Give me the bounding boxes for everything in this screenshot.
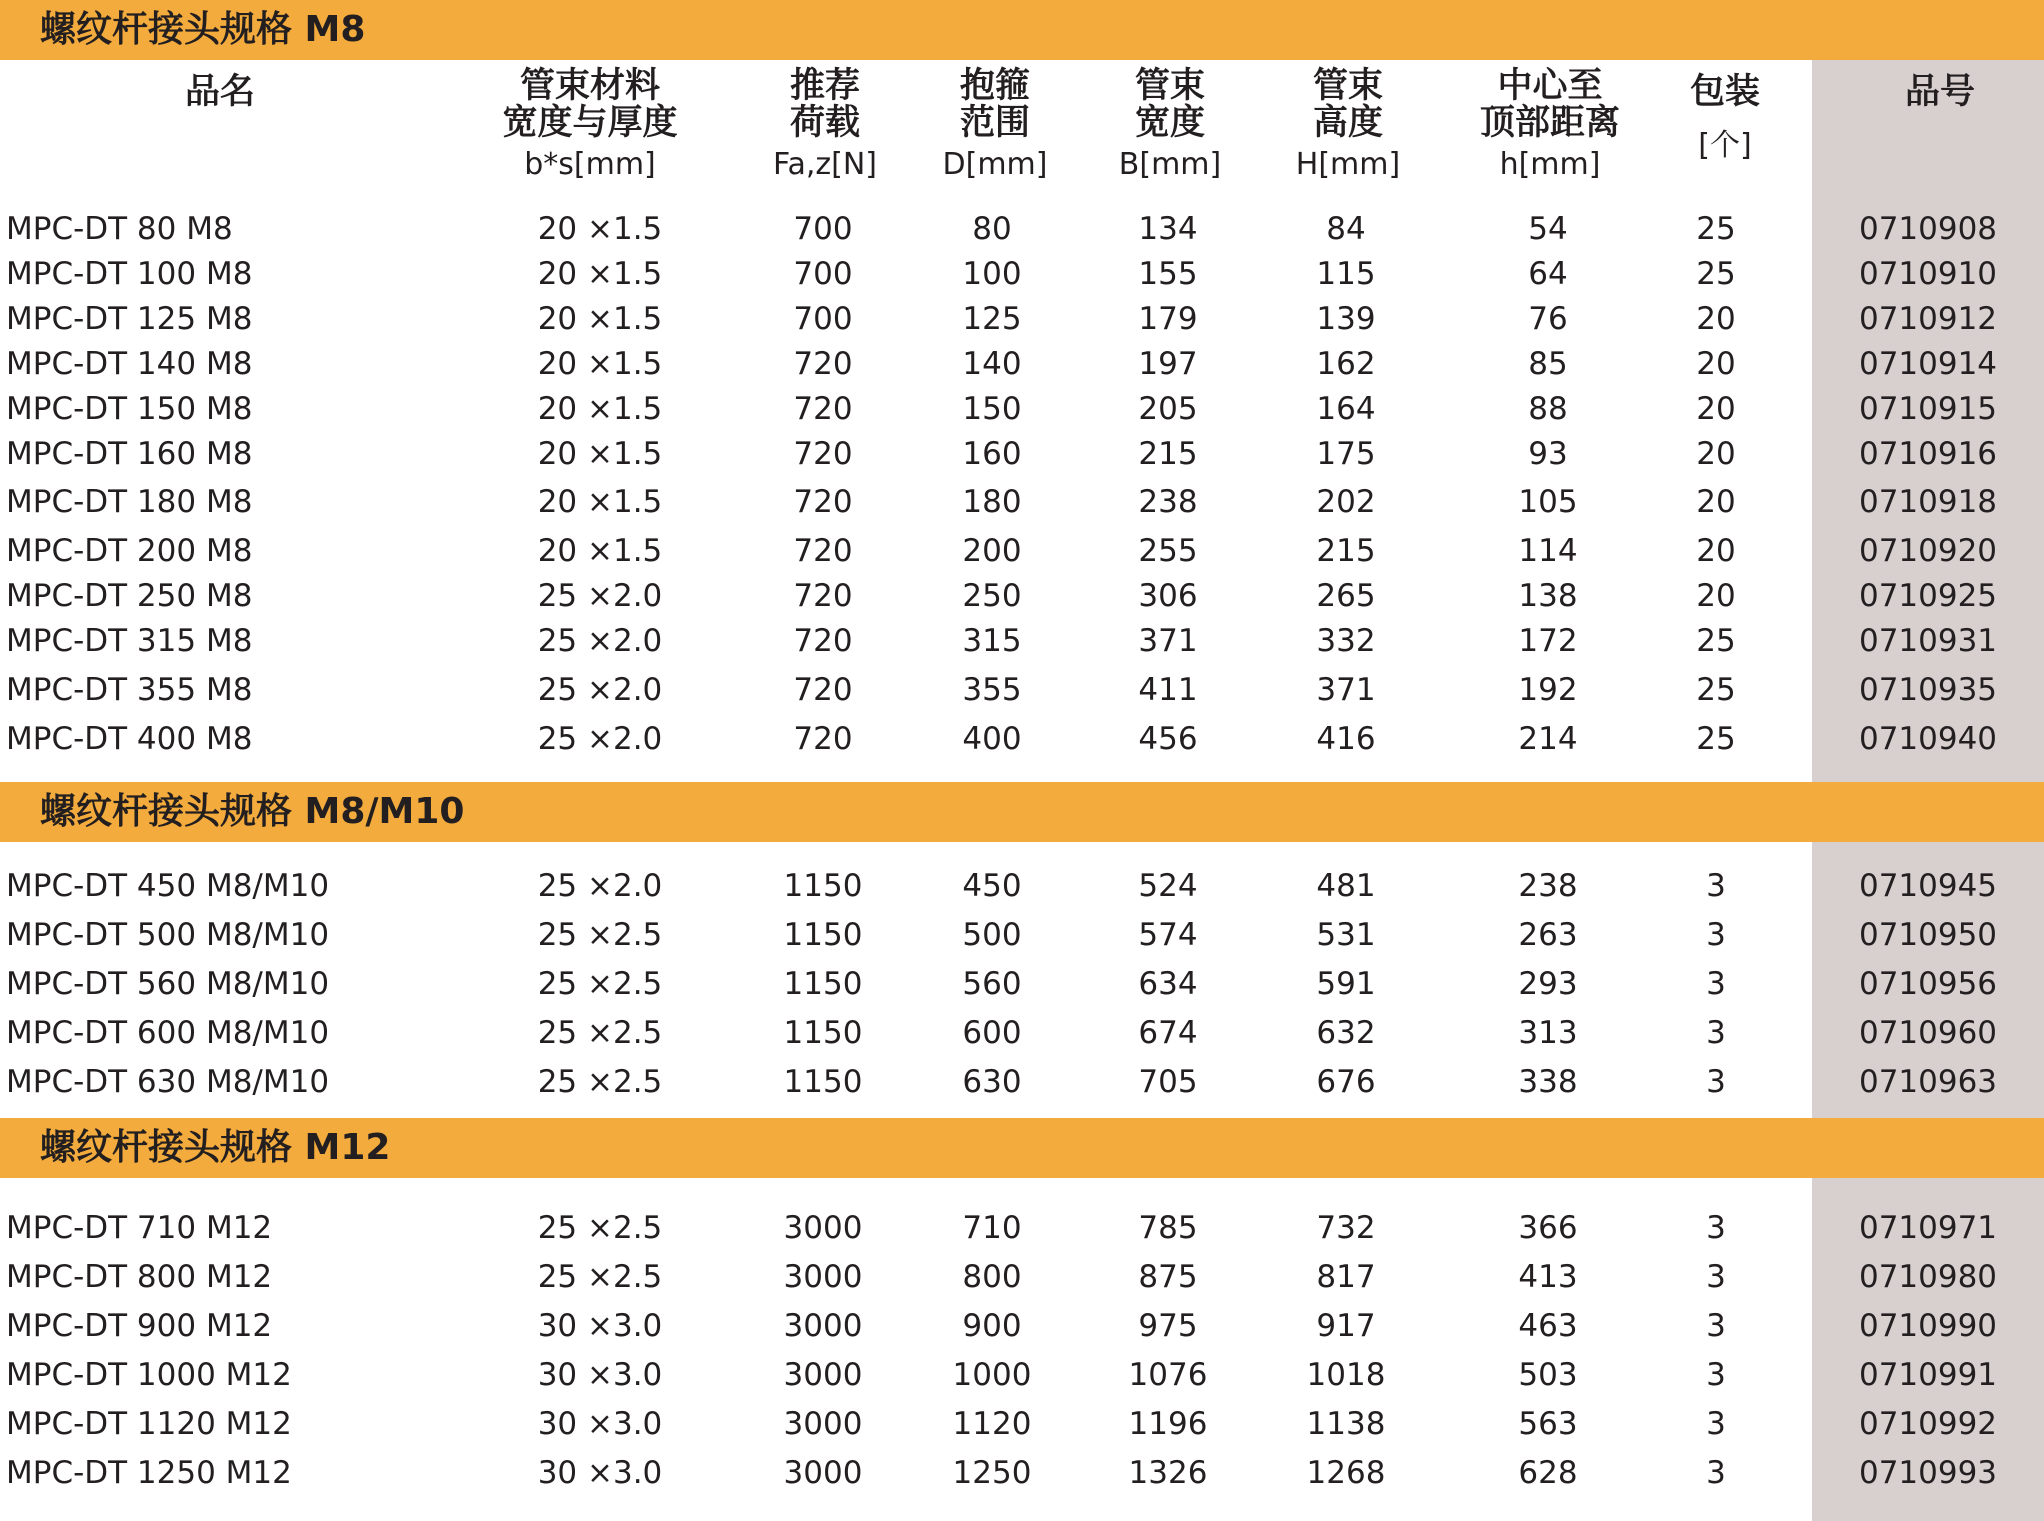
center-distance-cell: 76 xyxy=(1528,301,1568,337)
center-distance-cell: 54 xyxy=(1528,211,1568,247)
packaging-cell: 20 xyxy=(1696,484,1736,520)
load-cell: 1150 xyxy=(783,1015,863,1051)
center-distance-cell: 313 xyxy=(1518,1015,1578,1051)
product-code-cell: 0710918 xyxy=(1858,484,1998,520)
packaging-cell: 3 xyxy=(1706,1357,1726,1393)
center-distance-cell: 338 xyxy=(1518,1064,1578,1100)
height-cell: 481 xyxy=(1316,868,1376,904)
table-row xyxy=(0,1256,2044,1298)
load-cell: 1150 xyxy=(783,917,863,953)
header-label: 宽度与厚度 xyxy=(502,103,678,143)
width-cell: 197 xyxy=(1138,346,1198,382)
material-cell: 25 ×2.5 xyxy=(537,1259,663,1295)
load-cell: 720 xyxy=(793,436,853,472)
material-cell: 30 ×3.0 xyxy=(537,1455,663,1491)
header-unit: H[mm] xyxy=(1295,147,1401,182)
width-cell: 411 xyxy=(1138,672,1198,708)
table-row xyxy=(0,620,2044,662)
table-row xyxy=(0,1012,2044,1054)
header-label: 管束 xyxy=(1134,66,1205,106)
product-code-cell: 0710992 xyxy=(1858,1406,1998,1442)
product-code-cell: 0710910 xyxy=(1858,256,1998,292)
table-row xyxy=(0,669,2044,711)
header-label: 荷载 xyxy=(789,103,860,143)
height-cell: 332 xyxy=(1316,623,1376,659)
range-cell: 1250 xyxy=(952,1455,1032,1491)
center-distance-cell: 503 xyxy=(1518,1357,1578,1393)
center-distance-cell: 85 xyxy=(1528,346,1568,382)
width-cell: 306 xyxy=(1138,578,1198,614)
center-distance-cell: 192 xyxy=(1518,672,1578,708)
packaging-cell: 3 xyxy=(1706,1308,1726,1344)
product-code-cell: 0710908 xyxy=(1858,211,1998,247)
section-title: 螺纹杆接头规格 M8/M10 xyxy=(40,791,465,832)
range-cell: 180 xyxy=(962,484,1022,520)
product-name-cell: MPC-DT 200 M8 xyxy=(6,533,253,569)
range-cell: 450 xyxy=(962,868,1022,904)
center-distance-cell: 64 xyxy=(1528,256,1568,292)
header-center-distance xyxy=(1450,68,1650,184)
header-unit: h[mm] xyxy=(1499,147,1601,182)
load-cell: 720 xyxy=(793,672,853,708)
range-cell: 355 xyxy=(962,672,1022,708)
height-cell: 1268 xyxy=(1306,1455,1386,1491)
header-label: 顶部距离 xyxy=(1479,103,1620,143)
material-cell: 25 ×2.0 xyxy=(537,578,663,614)
load-cell: 1150 xyxy=(783,1064,863,1100)
load-cell: 1150 xyxy=(783,868,863,904)
width-cell: 255 xyxy=(1138,533,1198,569)
material-cell: 20 ×1.5 xyxy=(537,533,663,569)
material-cell: 25 ×2.5 xyxy=(537,1210,663,1246)
material-cell: 25 ×2.0 xyxy=(537,623,663,659)
center-distance-cell: 105 xyxy=(1518,484,1578,520)
packaging-cell: 20 xyxy=(1696,346,1736,382)
product-code-cell: 0710963 xyxy=(1858,1064,1998,1100)
product-name-cell: MPC-DT 450 M8/M10 xyxy=(6,868,330,904)
product-code-cell: 0710914 xyxy=(1858,346,1998,382)
material-cell: 20 ×1.5 xyxy=(537,301,663,337)
packaging-cell: 25 xyxy=(1696,623,1736,659)
table-row xyxy=(0,1403,2044,1445)
table-row xyxy=(0,1452,2044,1494)
material-cell: 25 ×2.0 xyxy=(537,672,663,708)
load-cell: 3000 xyxy=(783,1406,863,1442)
range-cell: 315 xyxy=(962,623,1022,659)
height-cell: 202 xyxy=(1316,484,1376,520)
product-name-cell: MPC-DT 900 M12 xyxy=(6,1308,273,1344)
center-distance-cell: 366 xyxy=(1518,1210,1578,1246)
load-cell: 700 xyxy=(793,301,853,337)
section-band-m12 xyxy=(0,1118,2044,1178)
height-cell: 416 xyxy=(1316,721,1376,757)
header-label: 中心至 xyxy=(1497,66,1603,106)
header-unit: Fa,z[N] xyxy=(772,147,878,182)
center-distance-cell: 238 xyxy=(1518,868,1578,904)
material-cell: 20 ×1.5 xyxy=(537,484,663,520)
width-cell: 705 xyxy=(1138,1064,1198,1100)
header-material xyxy=(470,68,710,184)
height-cell: 139 xyxy=(1316,301,1376,337)
material-cell: 20 ×1.5 xyxy=(537,211,663,247)
material-cell: 25 ×2.0 xyxy=(537,868,663,904)
header-label: 宽度 xyxy=(1134,103,1205,143)
section-band-m8 xyxy=(0,0,2044,60)
packaging-cell: 3 xyxy=(1706,1259,1726,1295)
header-label: 包装 xyxy=(1689,72,1760,112)
height-cell: 84 xyxy=(1326,211,1366,247)
width-cell: 155 xyxy=(1138,256,1198,292)
center-distance-cell: 172 xyxy=(1518,623,1578,659)
range-cell: 600 xyxy=(962,1015,1022,1051)
product-name-cell: MPC-DT 160 M8 xyxy=(6,436,253,472)
load-cell: 720 xyxy=(793,533,853,569)
center-distance-cell: 463 xyxy=(1518,1308,1578,1344)
product-name-cell: MPC-DT 1250 M12 xyxy=(6,1455,292,1491)
center-distance-cell: 214 xyxy=(1518,721,1578,757)
table-row xyxy=(0,1207,2044,1249)
header-label: 高度 xyxy=(1312,103,1383,143)
center-distance-cell: 563 xyxy=(1518,1406,1578,1442)
packaging-cell: 3 xyxy=(1706,868,1726,904)
product-name-cell: MPC-DT 400 M8 xyxy=(6,721,253,757)
product-name-cell: MPC-DT 630 M8/M10 xyxy=(6,1064,330,1100)
center-distance-cell: 263 xyxy=(1518,917,1578,953)
material-cell: 20 ×1.5 xyxy=(537,256,663,292)
material-cell: 25 ×2.5 xyxy=(537,966,663,1002)
packaging-cell: 3 xyxy=(1706,1210,1726,1246)
material-cell: 25 ×2.5 xyxy=(537,1064,663,1100)
header-label: 管束材料 xyxy=(519,66,660,106)
height-cell: 175 xyxy=(1316,436,1376,472)
table-row xyxy=(0,963,2044,1005)
product-name-cell: MPC-DT 315 M8 xyxy=(6,623,253,659)
center-distance-cell: 628 xyxy=(1518,1455,1578,1491)
header-label: 范围 xyxy=(959,103,1030,143)
product-code-cell: 0710916 xyxy=(1858,436,1998,472)
section-band-m8-m10 xyxy=(0,782,2044,842)
table-row xyxy=(0,343,2044,385)
center-distance-cell: 138 xyxy=(1518,578,1578,614)
load-cell: 700 xyxy=(793,256,853,292)
header-load xyxy=(750,68,900,184)
height-cell: 632 xyxy=(1316,1015,1376,1051)
packaging-cell: 3 xyxy=(1706,1064,1726,1100)
header-label: 品号 xyxy=(1904,72,1975,112)
material-cell: 25 ×2.5 xyxy=(537,917,663,953)
height-cell: 215 xyxy=(1316,533,1376,569)
product-code-cell: 0710925 xyxy=(1858,578,1998,614)
header-height xyxy=(1273,68,1423,184)
range-cell: 80 xyxy=(972,211,1012,247)
table-row xyxy=(0,1354,2044,1396)
header-unit: [个] xyxy=(1698,128,1752,163)
center-distance-cell: 413 xyxy=(1518,1259,1578,1295)
height-cell: 265 xyxy=(1316,578,1376,614)
packaging-cell: 3 xyxy=(1706,966,1726,1002)
width-cell: 674 xyxy=(1138,1015,1198,1051)
product-name-cell: MPC-DT 500 M8/M10 xyxy=(6,917,330,953)
header-label: 推荐 xyxy=(789,66,860,106)
material-cell: 20 ×1.5 xyxy=(537,436,663,472)
product-code-cell: 0710945 xyxy=(1858,868,1998,904)
load-cell: 720 xyxy=(793,484,853,520)
header-range xyxy=(920,68,1070,184)
table-row xyxy=(0,865,2044,907)
header-label: 管束 xyxy=(1312,66,1383,106)
width-cell: 134 xyxy=(1138,211,1198,247)
range-cell: 125 xyxy=(962,301,1022,337)
range-cell: 500 xyxy=(962,917,1022,953)
packaging-cell: 20 xyxy=(1696,533,1736,569)
header-label: 品名 xyxy=(184,72,255,112)
width-cell: 574 xyxy=(1138,917,1198,953)
width-cell: 1196 xyxy=(1128,1406,1208,1442)
height-cell: 591 xyxy=(1316,966,1376,1002)
load-cell: 720 xyxy=(793,578,853,614)
product-code-cell: 0710931 xyxy=(1858,623,1998,659)
height-cell: 1018 xyxy=(1306,1357,1386,1393)
product-name-cell: MPC-DT 80 M8 xyxy=(6,211,233,247)
range-cell: 250 xyxy=(962,578,1022,614)
center-distance-cell: 88 xyxy=(1528,391,1568,427)
height-cell: 531 xyxy=(1316,917,1376,953)
load-cell: 720 xyxy=(793,623,853,659)
product-name-cell: MPC-DT 710 M12 xyxy=(6,1210,273,1246)
header-label: 抱箍 xyxy=(959,66,1030,106)
width-cell: 1326 xyxy=(1128,1455,1208,1491)
product-code-cell: 0710993 xyxy=(1858,1455,1998,1491)
width-cell: 371 xyxy=(1138,623,1198,659)
width-cell: 634 xyxy=(1138,966,1198,1002)
width-cell: 785 xyxy=(1138,1210,1198,1246)
material-cell: 30 ×3.0 xyxy=(537,1357,663,1393)
load-cell: 1150 xyxy=(783,966,863,1002)
height-cell: 917 xyxy=(1316,1308,1376,1344)
width-cell: 524 xyxy=(1138,868,1198,904)
range-cell: 900 xyxy=(962,1308,1022,1344)
height-cell: 732 xyxy=(1316,1210,1376,1246)
range-cell: 140 xyxy=(962,346,1022,382)
header-product-name xyxy=(120,68,320,111)
load-cell: 720 xyxy=(793,346,853,382)
table-row xyxy=(0,481,2044,523)
load-cell: 3000 xyxy=(783,1259,863,1295)
range-cell: 400 xyxy=(962,721,1022,757)
table-row xyxy=(0,530,2044,572)
width-cell: 205 xyxy=(1138,391,1198,427)
height-cell: 164 xyxy=(1316,391,1376,427)
material-cell: 20 ×1.5 xyxy=(537,391,663,427)
table-row xyxy=(0,914,2044,956)
material-cell: 30 ×3.0 xyxy=(537,1308,663,1344)
header-width xyxy=(1095,68,1245,184)
load-cell: 3000 xyxy=(783,1357,863,1393)
header-product-code xyxy=(1840,68,2040,111)
product-code-cell: 0710940 xyxy=(1858,721,1998,757)
section-title: 螺纹杆接头规格 M8 xyxy=(40,9,366,50)
table-row xyxy=(0,718,2044,760)
range-cell: 800 xyxy=(962,1259,1022,1295)
load-cell: 720 xyxy=(793,721,853,757)
center-distance-cell: 293 xyxy=(1518,966,1578,1002)
packaging-cell: 25 xyxy=(1696,211,1736,247)
table-row xyxy=(0,253,2044,295)
product-code-cell: 0710990 xyxy=(1858,1308,1998,1344)
load-cell: 3000 xyxy=(783,1308,863,1344)
product-name-cell: MPC-DT 140 M8 xyxy=(6,346,253,382)
product-code-cell: 0710950 xyxy=(1858,917,1998,953)
section-title: 螺纹杆接头规格 M12 xyxy=(40,1127,391,1168)
range-cell: 160 xyxy=(962,436,1022,472)
width-cell: 179 xyxy=(1138,301,1198,337)
product-name-cell: MPC-DT 1120 M12 xyxy=(6,1406,292,1442)
product-name-cell: MPC-DT 125 M8 xyxy=(6,301,253,337)
product-code-cell: 0710980 xyxy=(1858,1259,1998,1295)
material-cell: 30 ×3.0 xyxy=(537,1406,663,1442)
packaging-cell: 20 xyxy=(1696,436,1736,472)
width-cell: 975 xyxy=(1138,1308,1198,1344)
packaging-cell: 25 xyxy=(1696,256,1736,292)
product-code-cell: 0710935 xyxy=(1858,672,1998,708)
width-cell: 456 xyxy=(1138,721,1198,757)
width-cell: 875 xyxy=(1138,1259,1198,1295)
product-name-cell: MPC-DT 180 M8 xyxy=(6,484,253,520)
product-code-cell: 0710971 xyxy=(1858,1210,1998,1246)
width-cell: 215 xyxy=(1138,436,1198,472)
product-name-cell: MPC-DT 600 M8/M10 xyxy=(6,1015,330,1051)
range-cell: 200 xyxy=(962,533,1022,569)
height-cell: 371 xyxy=(1316,672,1376,708)
header-unit: B[mm] xyxy=(1118,147,1222,182)
width-cell: 1076 xyxy=(1128,1357,1208,1393)
packaging-cell: 3 xyxy=(1706,1015,1726,1051)
product-name-cell: MPC-DT 150 M8 xyxy=(6,391,253,427)
product-name-cell: MPC-DT 355 M8 xyxy=(6,672,253,708)
packaging-cell: 20 xyxy=(1696,391,1736,427)
table-row xyxy=(0,433,2044,475)
height-cell: 676 xyxy=(1316,1064,1376,1100)
range-cell: 150 xyxy=(962,391,1022,427)
table-row xyxy=(0,575,2044,617)
height-cell: 1138 xyxy=(1306,1406,1386,1442)
product-code-cell: 0710991 xyxy=(1858,1357,1998,1393)
range-cell: 100 xyxy=(962,256,1022,292)
product-code-cell: 0710960 xyxy=(1858,1015,1998,1051)
table-row xyxy=(0,298,2044,340)
center-distance-cell: 114 xyxy=(1518,533,1578,569)
load-cell: 3000 xyxy=(783,1210,863,1246)
packaging-cell: 20 xyxy=(1696,578,1736,614)
table-row xyxy=(0,388,2044,430)
height-cell: 817 xyxy=(1316,1259,1376,1295)
width-cell: 238 xyxy=(1138,484,1198,520)
load-cell: 720 xyxy=(793,391,853,427)
product-code-cell: 0710915 xyxy=(1858,391,1998,427)
load-cell: 700 xyxy=(793,211,853,247)
packaging-cell: 3 xyxy=(1706,1406,1726,1442)
range-cell: 1120 xyxy=(952,1406,1032,1442)
range-cell: 1000 xyxy=(952,1357,1032,1393)
packaging-cell: 3 xyxy=(1706,917,1726,953)
range-cell: 560 xyxy=(962,966,1022,1002)
product-name-cell: MPC-DT 1000 M12 xyxy=(6,1357,292,1393)
table-row xyxy=(0,1305,2044,1347)
packaging-cell: 3 xyxy=(1706,1455,1726,1491)
header-unit: b*s[mm] xyxy=(524,147,656,182)
table-row xyxy=(0,208,2044,250)
table-row xyxy=(0,1061,2044,1103)
range-cell: 710 xyxy=(962,1210,1022,1246)
product-name-cell: MPC-DT 800 M12 xyxy=(6,1259,273,1295)
material-cell: 25 ×2.0 xyxy=(537,721,663,757)
height-cell: 115 xyxy=(1316,256,1376,292)
product-code-cell: 0710956 xyxy=(1858,966,1998,1002)
material-cell: 25 ×2.5 xyxy=(537,1015,663,1051)
product-name-cell: MPC-DT 250 M8 xyxy=(6,578,253,614)
packaging-cell: 25 xyxy=(1696,672,1736,708)
header-packaging xyxy=(1660,68,1790,165)
load-cell: 3000 xyxy=(783,1455,863,1491)
product-code-cell: 0710920 xyxy=(1858,533,1998,569)
product-name-cell: MPC-DT 560 M8/M10 xyxy=(6,966,330,1002)
packaging-cell: 25 xyxy=(1696,721,1736,757)
product-code-cell: 0710912 xyxy=(1858,301,1998,337)
product-name-cell: MPC-DT 100 M8 xyxy=(6,256,253,292)
material-cell: 20 ×1.5 xyxy=(537,346,663,382)
center-distance-cell: 93 xyxy=(1528,436,1568,472)
header-unit: D[mm] xyxy=(942,147,1048,182)
height-cell: 162 xyxy=(1316,346,1376,382)
packaging-cell: 20 xyxy=(1696,301,1736,337)
range-cell: 630 xyxy=(962,1064,1022,1100)
